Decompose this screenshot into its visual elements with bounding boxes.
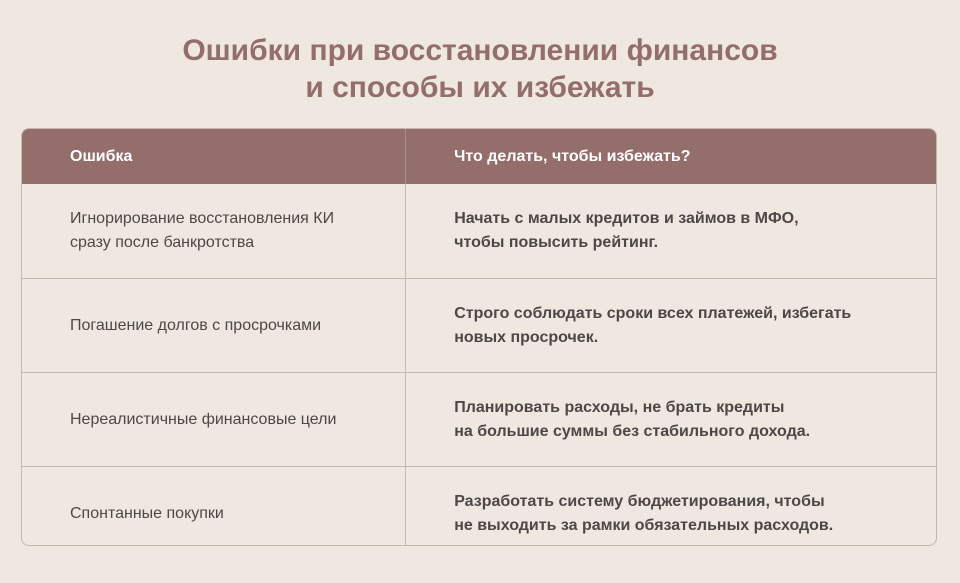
- mistake-cell: Погашение долгов с просрочками: [22, 279, 406, 372]
- mistake-cell: Нереалистичные финансовые цели: [22, 373, 406, 466]
- title-line-1: Ошибки при восстановлении финансов: [182, 34, 778, 67]
- solution-cell: Начать с малых кредитов и займов в МФО, чтобы повысить рейтинг.: [454, 210, 799, 251]
- header-mistake: Ошибка: [22, 129, 406, 184]
- solution-cell: Разработать систему бюджетирования, чтобы не выходить за рамки обязательных расходов.: [454, 492, 834, 534]
- header-solution: Что делать, чтобы избежать?: [454, 147, 691, 165]
- table-row: [22, 466, 936, 546]
- page-title: [0, 32, 960, 106]
- table-header: [22, 129, 936, 184]
- mistakes-table: [21, 128, 937, 546]
- solution-cell: Планировать расходы, не брать кредиты на большие суммы без стабильного дохода.: [454, 398, 811, 440]
- table-row: [22, 372, 936, 466]
- mistake-cell: Спонтанные покупки: [22, 467, 406, 546]
- table-row: [22, 184, 936, 278]
- solution-cell: Строго соблюдать сроки всех платежей, избегать новых просрочек.: [454, 304, 852, 346]
- table-row: [22, 278, 936, 372]
- mistake-cell: Игнорирование восстановления КИ сразу после банкротства: [22, 184, 406, 278]
- title-line-2: и способы их избежать: [305, 71, 655, 104]
- table-body: [22, 184, 936, 546]
